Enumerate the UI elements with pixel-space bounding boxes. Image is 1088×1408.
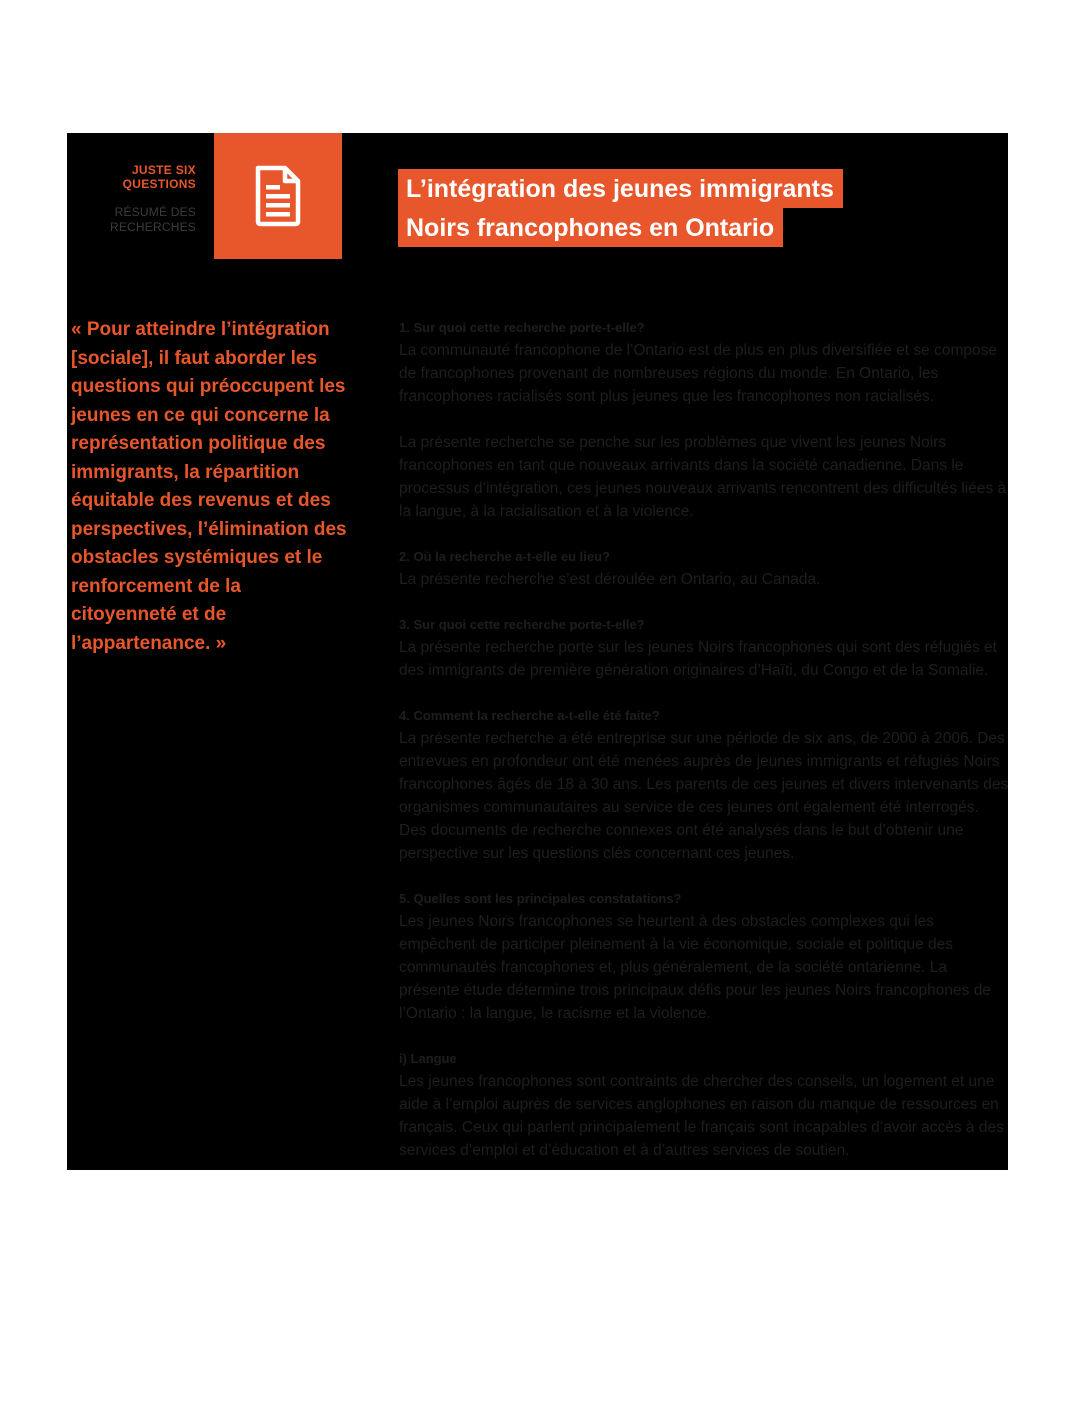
answer-paragraph: La présente recherche se penche sur les problèmes que vivent les jeunes Noirs francophones en tant que nouveaux arrivants dans la société canadienne. Dans le processus d’intégration, ces jeunes nouveaux arrivants rencontrent des difficultés liées à la langue, à la racialisation et à la violence. xyxy=(399,434,1007,520)
subsection-heading: i) Langue xyxy=(399,1051,457,1066)
answer-paragraph: Les jeunes Noirs francophones se heurtent à des obstacles complexes qui les empêchent de participer pleinement à la vie économique, sociale et politique des communautés francophones et, plus généralement, de la société ontarienne. La présente étude détermine trois principaux défis pour les jeunes Noirs francophones de l’Ontario : la langue, le racisme et la violence. xyxy=(399,913,991,1022)
document-panel xyxy=(67,133,1008,1170)
title-line-2: Noirs francophones en Ontario xyxy=(398,208,783,247)
pull-quote: « Pour atteindre l’intégration [sociale], il faut aborder les questions qui préoccupent les jeunes en ce qui concerne la représentation politique des immigrants, la répartition équitable des revenus et des perspectives, l’élimination des obstacles systémiques et le renforcement de la citoyenneté et de l’appartenance. » xyxy=(71,319,347,654)
questions-content xyxy=(399,317,1008,1170)
question-section xyxy=(399,546,1008,591)
question-section xyxy=(399,705,1008,865)
series-label: JUSTE SIX QUESTIONS xyxy=(122,163,196,191)
question-heading: 4. Comment la recherche a-t-elle été faite? xyxy=(399,708,660,723)
question-heading: 2. Où la recherche a-t-elle eu lieu? xyxy=(399,549,610,564)
question-heading: 5. Quelles sont les principales constatations? xyxy=(399,891,682,906)
icon-box xyxy=(214,133,342,259)
document-type-label: RÉSUMÉ DES RECHERCHES xyxy=(109,205,196,234)
document-icon xyxy=(253,165,303,227)
question-heading: 1. Sur quoi cette recherche porte-t-elle? xyxy=(399,320,645,335)
question-heading: 3. Sur quoi cette recherche porte-t-elle? xyxy=(399,617,645,632)
question-section xyxy=(399,614,1008,682)
title-line-1: L’intégration des jeunes immigrants xyxy=(398,169,843,208)
answer-paragraph: La présente recherche a été entreprise sur une période de six ans, de 2000 à 2006. Des entrevues en profondeur ont été menées auprès de jeunes immigrants et réfugiés Noirs francophones âgés de 18 à 30 ans. Les parents de ces jeunes et divers intervenants des organismes communautaires au service de ces jeunes ont également été interrogés. Des documents de recherche connexes ont été analysés dans le but d’obtenir une perspective sur les questions clés concernant ces jeunes. xyxy=(399,730,1008,862)
answer-paragraph: Les jeunes francophones sont contraints de chercher des conseils, un logement et une aide à l’emploi auprès de services anglophones en raison du manque de ressources en français. Ceux qui parlent principalement le français sont incapables d’avoir accès à des services d’emploi et d’éducation et à d’autres services de soutien. xyxy=(399,1073,1004,1159)
series-tag xyxy=(67,163,196,235)
question-section xyxy=(399,888,1008,1025)
answer-paragraph: La communauté francophone de l’Ontario est de plus en plus diversifiée et se compose de francophones provenant de nombreuses régions du monde. En Ontario, les francophones racialisés sont plus jeunes que les francophones non racialisés. xyxy=(399,342,997,405)
document-title xyxy=(398,169,843,247)
subsection-language xyxy=(399,1048,1008,1162)
answer-paragraph: La présente recherche porte sur les jeunes Noirs francophones qui sont des réfugiés et des immigrants de première génération originaires d’Haïti, du Congo et de la Somalie. xyxy=(399,639,997,679)
answer-paragraph: La présente recherche s’est déroulée en Ontario, au Canada. xyxy=(399,571,821,588)
question-section xyxy=(399,317,1008,523)
